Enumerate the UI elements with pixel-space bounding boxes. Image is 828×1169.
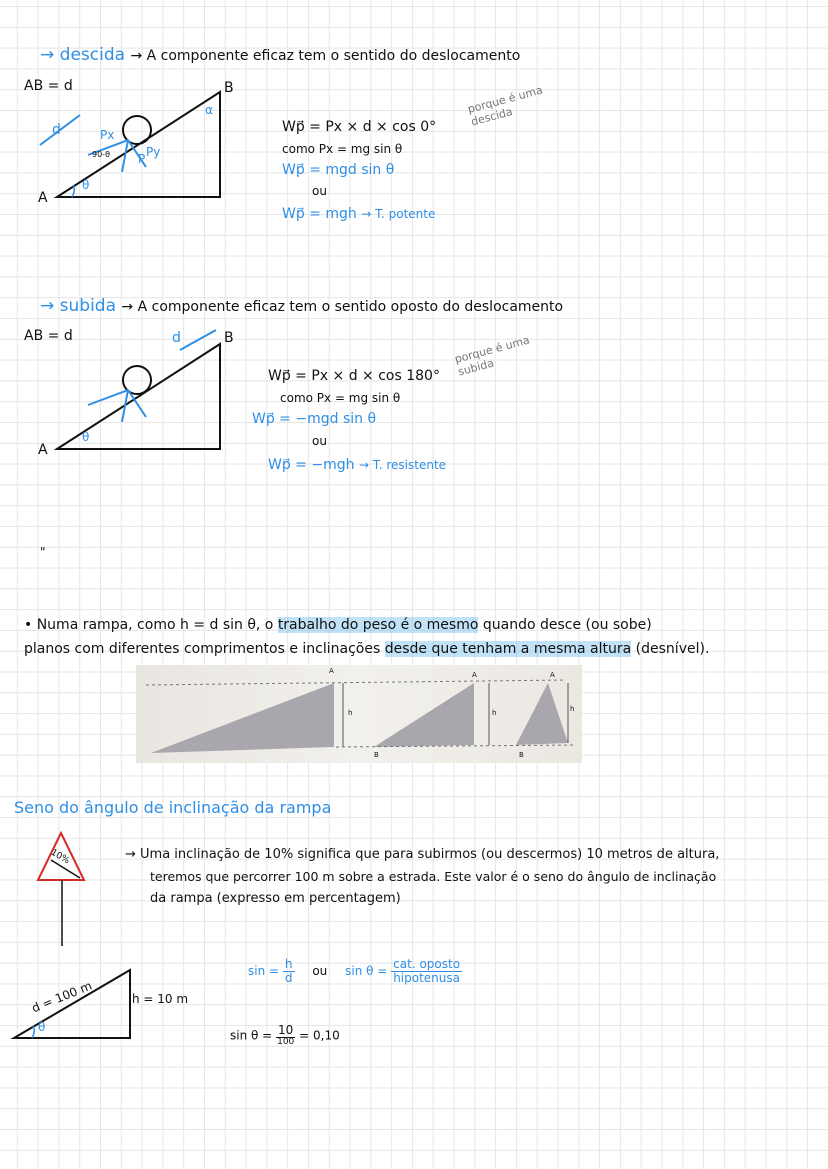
para-line-2: teremos que percorrer 100 m sobre a estrada. Este valor é o seno do ângulo de inclinação xyxy=(150,869,717,884)
bullet-line-2: planos com diferentes comprimentos e inclinações desde que tenham a mesma altura (desnível). xyxy=(24,641,710,657)
ou: ou xyxy=(312,434,327,448)
d-label: d xyxy=(52,122,61,138)
point-a: A xyxy=(38,442,48,458)
para-line-1: → Uma inclinação de 10% significa que para subirmos (ou descermos) 10 metros de altura, xyxy=(125,847,720,862)
photo-b: B xyxy=(374,751,379,759)
alpha-label: α xyxy=(205,103,213,117)
sign-label: 10% xyxy=(48,847,72,867)
side-note: porque é uma subida xyxy=(453,333,532,379)
photo-a: A xyxy=(550,671,555,679)
ramps-photo xyxy=(136,665,582,763)
formula-1: sin = $\frac{h}{d}$ ou sin θ = $\frac{\text{cat. oposto}}{\text{hipotenusa}}$ xyxy=(248,957,461,986)
ab-label: AB = d xyxy=(24,328,73,344)
eq2: como Px = mg sin θ xyxy=(282,142,403,156)
theta-label: θ xyxy=(82,430,90,444)
eq4: Wp⃗ = −mgh → T. resistente xyxy=(268,457,447,473)
px-label: Px xyxy=(100,128,115,142)
d-label: d xyxy=(172,330,181,346)
p-label: P xyxy=(138,152,146,166)
photo-a: A xyxy=(329,667,334,675)
photo-h: h xyxy=(348,709,353,717)
point-b: B xyxy=(224,330,234,346)
photo-h: h xyxy=(492,709,497,717)
para-line-3: da rampa (expresso em percentagem) xyxy=(150,891,401,906)
py-label: Py xyxy=(146,145,161,159)
eq2: como Px = mg sin θ xyxy=(280,391,401,405)
theta-label: θ xyxy=(38,1020,46,1034)
point-b: B xyxy=(224,80,234,96)
point-a: A xyxy=(38,190,48,206)
photo-b: B xyxy=(519,751,524,759)
photo-a: A xyxy=(472,671,477,679)
eq4: Wp⃗ = mgh → T. potente xyxy=(282,206,436,222)
descida-heading: → descida → A componente eficaz tem o sentido do deslocamento xyxy=(40,45,521,65)
eq3: Wp⃗ = mgd sin θ xyxy=(282,162,395,178)
formula-3: sin θ = $\frac{10}{100}$ = 0,10 xyxy=(230,1023,340,1048)
theta-label: θ xyxy=(82,178,90,192)
seno-heading: Seno do ângulo de inclinação da rampa xyxy=(14,798,332,817)
bullet-line-1: • Numa rampa, como h = d sin θ, o trabalho do peso é o mesmo quando desce (ou sobe) xyxy=(24,617,652,633)
angle-label: 90-θ xyxy=(92,150,110,159)
subida-heading: → subida → A componente eficaz tem o sentido oposto do deslocamento xyxy=(40,296,564,316)
ab-label: AB = d xyxy=(24,78,73,94)
triangle-example xyxy=(0,0,1,1)
eq1: Wp⃗ = Px × d × cos 180° xyxy=(268,368,440,384)
ou: ou xyxy=(312,184,327,198)
h-label: h = 10 m xyxy=(132,992,189,1006)
eq3: Wp⃗ = −mgd sin θ xyxy=(252,411,377,427)
d-label: d = 100 m xyxy=(29,978,95,1016)
photo-h: h xyxy=(570,705,575,713)
stray-mark: " xyxy=(40,545,46,559)
side-note: porque é uma descida xyxy=(466,83,545,129)
eq1: Wp⃗ = Px × d × cos 0° xyxy=(282,119,437,135)
